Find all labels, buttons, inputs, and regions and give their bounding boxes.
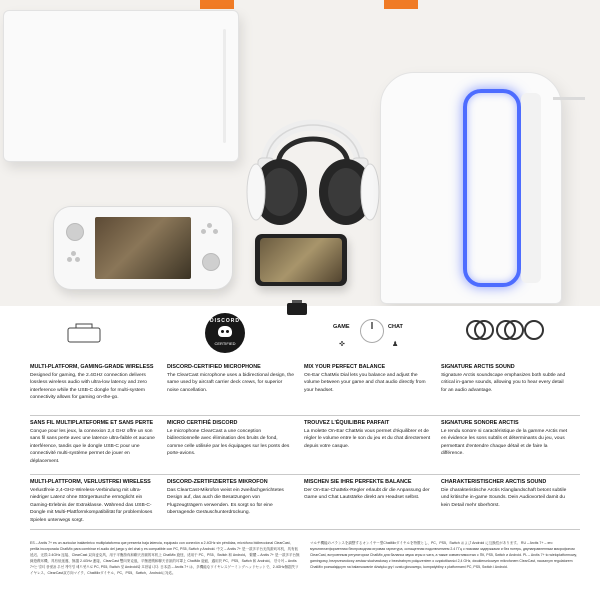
smartphone-image	[255, 234, 347, 286]
discord-logo-icon	[218, 326, 232, 337]
charging-stand-image	[380, 72, 562, 304]
feature-wireless: MULTI-PLATTFORM, VERLUSTFREI WIRELESS Verlustfreie 2,4-GHz-Wireless-Verbindung mit ultra-niedriger Latenz ohne Störgeräusche ermöglicht ein Gaming-Erlebnis der Extraklasse. Während das USB-C-Dongle mit Multi-Plattformkompatibilität für problemloses Spielen unterwegs sorgt.	[30, 479, 153, 523]
usb-c-dongle-icon	[64, 320, 104, 346]
legal-text-left: ES – Arctis 7+ es un auricular inalámbrico multiplataforma que presenta baja latencia, equipado con conexión a 2.4GHz sin pérdidas, micrófono bidireccional ClearCast, perilla incorporada ChatMix para combinar el audio del juego y del chat y es compatible con PC, PS5, Switch y Android. 中文 – Arctis 7+ 是一款多平台无线游戏耳机，具有低延迟、无损 2.4GHz 连接、ClearCast 双向麦克风，用于平衡游戏和聊天音频的耳机上 ChatMix 旋钮，适用于 PC、PS5、Switch 和 Android。 繁體 – Arctis 7+ 是一款多平台無線遊戲耳機，具有低延遲、無損 2.4GHz 連接、ClearCast 雙向麥克風，平衡遊戲和聊天音訊的耳罩上 ChatMix 旋鈕，適用於 PC、PS5、Switch 和 Android。 한국어 – Arctis 7+는 멀티 플랫폼 무선 게이밍 헤드셋으로 PC, PS5, Switch 및 Android와 호환됩니다. 日本語 – Arctis 7+ は、多機能なワイヤレスゲーミングヘッドセットで、2.4GHz無損失ワイヤレス、ClearCast双方向マイク、ChatMixダイヤル、PC、PS5、Switch、Androidに対応。	[30, 541, 300, 575]
feature-chatmix: TROUVEZ L'ÉQUILIBRE PARFAIT La molette On-Ear ChatMix vous permet d'équilibrer et de régler le volume entre le son du jeu et du chat directement depuis votre casque.	[304, 420, 431, 449]
feature-chatmix: MIX YOUR PERFECT BALANCE On-Ear ChatMix Dial lets you balance and adjust the volume between your game and chat audio directly from your headset.	[304, 364, 426, 393]
french-features	[30, 420, 580, 475]
arctis-sound-icon	[466, 320, 546, 342]
people-icon: ♟	[392, 341, 399, 348]
wireless-base-station-image	[3, 10, 239, 162]
headset-image	[238, 86, 388, 236]
feature-microphone: MICRO CERTIFIÉ DISCORD Le microphone ClearCast a une conception bidirectionnelle avec élimination des bruits de fond, comme celle utilisée par les équipages sur les ponts des porte-avions.	[167, 420, 290, 457]
game-label: GAME	[333, 324, 350, 330]
usb-c-dongle-image	[287, 303, 307, 315]
feature-text-grid	[30, 364, 580, 522]
feature-wireless: SANS FIL MULTIPLATEFORME ET SANS PERTE Conçue pour les jeux, la connexion 2,4 GHz offre un son sans fil sans perte avec une latence ultra-faible et aucune interférence, tandis que le dongle USB-C pour une connectivité multi-système permet de jouer en déplacement.	[30, 420, 155, 464]
discord-certified-icon	[205, 313, 245, 353]
badge-top-text: DISCORD	[209, 318, 241, 324]
gamepad-icon: ✜	[339, 341, 345, 348]
feature-chatmix: MISCHEN SIE IHRE PERFEKTE BALANCE Der On-Ear-ChatMix-Regler erlaubt dir die Anpassung der Game und Chat Lautstärke direkt am Headset selbst.	[304, 479, 430, 501]
german-features	[30, 479, 580, 530]
switch-console-image	[53, 206, 233, 290]
chat-label: CHAT	[388, 324, 403, 330]
feature-sound: SIGNATURE ARCTIS SOUND Signature Arctis soundscape emphasizes both subtle and critical in-game sounds, allowing you to hear every detail for an audio advantage.	[441, 364, 566, 393]
feature-wireless: MULTI-PLATFORM, GAMING-GRADE WIRELESS Designed for gaming, the 2.4GHz connection delivers lossless wireless audio with ultra-low latency and zero interference while the USB-C dongle for multi-system connectivity allows for gaming on-the-go.	[30, 364, 154, 401]
english-features	[30, 364, 580, 416]
feature-sound: SIGNATURE SONORE ARCTIS Le rendu sonore si caractéristique de la gamme Arctis met en évidence les sons subtils et déterminants du jeu, vous permettant d'entendre chaque détail et de faire la différence.	[441, 420, 568, 457]
badge-bottom-text: CERTIFIED	[214, 341, 236, 346]
console-screen	[95, 217, 191, 279]
feature-microphone: DISCORD-ZERTIFIZIERTES MIKROFON Das ClearCast-Mikrofon weist ein zweifachgerichtetes Design auf, das auch die Besatzungen von Flugzeugträgern verwenden. Es sorgt so für eine überragende Geräuschunterdrückung.	[167, 479, 284, 516]
orange-corner-tab-left	[200, 0, 234, 9]
feature-icon-strip	[0, 308, 600, 360]
orange-corner-tab-right	[384, 0, 418, 9]
feature-sound: CHARAKTERISTISCHER ARCTIS SOUND Die charakteristische Arctis Klanglandschaft betont subtile und kritische in-game Sounds. Dein Audiovorteil damit du kein Detail mehr überhörst.	[441, 479, 567, 508]
chatmix-dial-icon	[360, 319, 384, 343]
blue-light-ring	[463, 89, 521, 287]
legal-text-right: マルチ機能のバランスを調整するオンイヤー型ChatMixダイヤルを特徴とし、PC、PS5、Switch および Android に互換性があります。 RU – Arctis 7+ – это мультиплатформенная беспроводная игровая гарнитура, оснащенная подключением 2.4 ГГц с низкими задержками и без потерь, двунаправленным микрофоном ClearCast, встроенным регулятором ChatMix для баланса звука игры и чата, а также совместимостью с ПК, PS5, Switch и Android. PL – Arctis 7+ to wieloplatformowy, gamingowy, bezprzewodowy zestaw słuchawkowy z bezstratnym połączeniem o częstotliwości 2,4 GHz, dwukierunkowym mikrofonem ClearCast, nausznym regulatorem ChatMix pozwalającym na balansowanie dźwięku gry i czatu głosowego, kompatybilny z platformami PC, PS5, Switch i Android.	[310, 541, 578, 569]
feature-microphone: DISCORD-CERTIFIED MICROPHONE The ClearCast microphone uses a bidirectional design, the same used by aircraft carrier deck crews, for superior noise cancellation.	[167, 364, 294, 393]
